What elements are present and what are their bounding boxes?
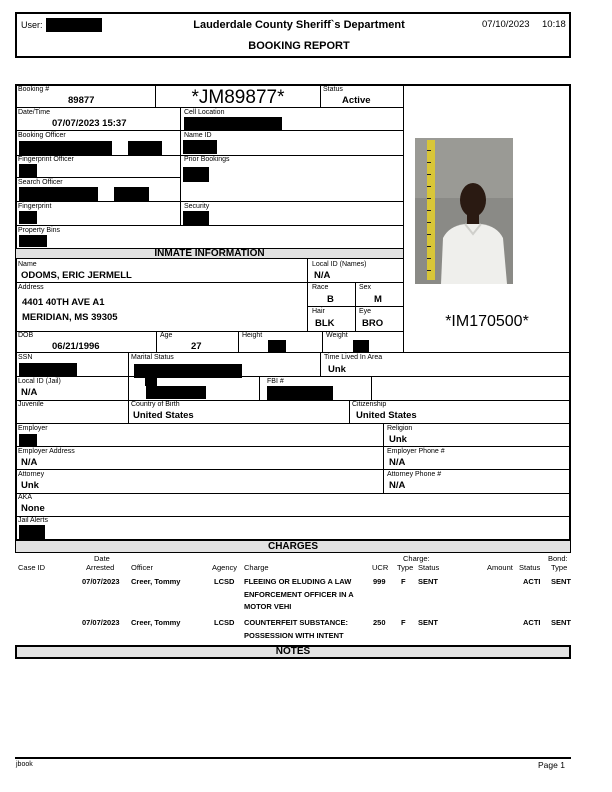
cell-location-redaction — [184, 117, 282, 131]
search-officer-label: Search Officer — [18, 179, 63, 186]
col-bond-top: Bond: — [548, 554, 568, 563]
charge-date: 07/07/2023 — [82, 618, 120, 627]
address-line-1: 4401 40TH AVE A1 — [22, 297, 105, 308]
booking-number-label: Booking # — [18, 86, 50, 93]
booking-officer-label: Booking Officer — [18, 132, 66, 139]
charge-description: COUNTERFEIT SUBSTANCE: POSSESSION WITH INTENT — [244, 618, 349, 640]
attorney-phone: N/A — [389, 480, 406, 491]
country-of-birth: United States — [133, 410, 194, 421]
col-officer: Officer — [131, 563, 153, 572]
attorney: Unk — [21, 480, 39, 491]
agency-name: Lauderdale County Sheriff`s Department — [193, 19, 405, 31]
charge-description: FLEEING OR ELUDING A LAW ENFORCEMENT OFFICER IN A MOTOR VEHI — [244, 577, 354, 611]
fbi-redaction — [267, 386, 333, 401]
charge-agency: LCSD — [214, 577, 235, 586]
fingerprint-label: Fingerprint — [18, 203, 52, 210]
col-date-top: Date — [94, 554, 110, 563]
inmate-information-header: INMATE INFORMATION — [15, 248, 404, 259]
security-redaction — [183, 211, 209, 225]
footer-page-number: Page 1 — [538, 760, 565, 770]
name-id-label: Name ID — [184, 132, 212, 139]
col-charge-status-top: Charge: — [403, 554, 430, 563]
juvenile-label: Juvenile — [18, 401, 44, 408]
jail-alerts-redaction — [19, 525, 45, 539]
charge-date: 07/07/2023 — [82, 577, 120, 586]
aka-label: AKA — [18, 494, 33, 501]
name-id-redaction — [183, 140, 217, 154]
eye-value: BRO — [362, 318, 384, 329]
time-lived-value: Unk — [328, 364, 346, 375]
sex-label: Sex — [359, 284, 372, 291]
country-of-birth-label: Country of Birth — [131, 401, 180, 408]
charge-type: F — [401, 618, 406, 627]
address-line-2: MERIDIAN, MS 39305 — [22, 312, 118, 323]
prior-bookings-label: Prior Bookings — [184, 156, 230, 163]
inmate-name: ODOMS, ERIC JERMELL — [21, 270, 132, 281]
col-bond-type: Type — [551, 563, 568, 572]
col-agency: Agency — [212, 563, 238, 572]
attorney-label: Attorney — [18, 471, 45, 478]
employer-phone-label: Employer Phone # — [387, 448, 445, 455]
employer-address: N/A — [21, 457, 38, 468]
local-id-names-label: Local ID (Names) — [312, 261, 367, 268]
employer-address-label: Employer Address — [18, 448, 75, 455]
status-label: Status — [323, 86, 343, 93]
datetime-label: Date/Time — [18, 109, 51, 116]
ssn-redaction — [19, 363, 77, 377]
marital-status-label: Marital Status — [131, 354, 174, 361]
footer-report-name: jbook — [16, 761, 33, 768]
col-charge: Charge — [244, 563, 269, 572]
local-id-names: N/A — [314, 270, 331, 281]
report-time: 10:18 — [542, 19, 566, 30]
charge-ucr: 250 — [373, 618, 386, 627]
charge-status: SENT — [418, 577, 439, 586]
religion: Unk — [389, 434, 407, 445]
property-bins-label: Property Bins — [18, 227, 61, 234]
dob-label: DOB — [18, 332, 34, 339]
user-label: User: — [21, 20, 43, 30]
search-officer-redaction-1 — [19, 187, 98, 201]
col-type: Type — [397, 563, 414, 572]
employer-label: Employer — [18, 425, 48, 432]
booking-datetime: 07/07/2023 15:37 — [52, 118, 127, 129]
time-lived-label: Time Lived In Area — [324, 354, 383, 361]
jail-id-redaction-2 — [146, 386, 206, 399]
charge-status: SENT — [418, 618, 439, 627]
citizenship: United States — [356, 410, 417, 421]
bond-status: ACTI — [523, 618, 541, 627]
report-date: 07/10/2023 — [482, 19, 530, 30]
col-case-id: Case ID — [18, 563, 46, 572]
jail-id-redaction-1 — [145, 376, 157, 386]
booking-status: Active — [342, 95, 371, 106]
col-ucr: UCR — [372, 563, 389, 572]
fbi-label: FBI # — [267, 378, 284, 385]
charge-officer: Creer, Tommy — [131, 618, 181, 627]
aka: None — [21, 503, 45, 514]
hair-label: Hair — [312, 308, 325, 315]
bond-type: SENT — [551, 618, 572, 627]
cell-location-label: Cell Location — [184, 109, 225, 116]
bond-status: ACTI — [523, 577, 541, 586]
fingerprint-officer-redaction — [19, 164, 37, 177]
charge-agency: LCSD — [214, 618, 235, 627]
sex-value: M — [374, 294, 382, 305]
hair-value: BLK — [315, 318, 335, 329]
security-label: Security — [184, 203, 210, 210]
religion-label: Religion — [387, 425, 413, 432]
weight-label: Weight — [326, 332, 348, 339]
col-date-bottom: Arrested — [86, 563, 115, 572]
age-label: Age — [160, 332, 173, 339]
jail-alerts-label: Jail Alerts — [18, 517, 48, 524]
property-bins-redaction — [19, 235, 47, 247]
height-label: Height — [242, 332, 263, 339]
charges-header: CHARGES — [15, 540, 571, 553]
race-value: B — [327, 294, 334, 305]
citizenship-label: Citizenship — [352, 401, 387, 408]
eye-label: Eye — [359, 308, 372, 315]
age-value: 27 — [191, 341, 202, 352]
address-label: Address — [18, 284, 44, 291]
search-officer-redaction-2 — [114, 187, 149, 201]
prior-bookings-redaction — [183, 167, 209, 182]
fingerprint-officer-label: Fingerprint Officer — [18, 156, 74, 163]
booking-officer-redaction-2 — [128, 141, 162, 155]
local-id-jail: N/A — [21, 387, 38, 398]
inmate-id-caption: *IM170500* — [445, 313, 529, 330]
ssn-label: SSN — [18, 354, 33, 361]
col-charge-status-bottom: Status — [418, 563, 440, 572]
inmate-photo — [415, 138, 513, 284]
notes-header: NOTES — [15, 645, 571, 659]
attorney-phone-label: Attorney Phone # — [387, 471, 442, 478]
fingerprint-redaction — [19, 211, 37, 224]
photo-divider — [403, 84, 404, 352]
charge-type: F — [401, 577, 406, 586]
footer-rule — [15, 757, 571, 759]
name-label: Name — [18, 261, 37, 268]
user-redaction — [46, 18, 102, 32]
booking-number: 89877 — [68, 95, 95, 106]
dob-value: 06/21/1996 — [52, 341, 100, 352]
employer-phone: N/A — [389, 457, 406, 468]
charge-ucr: 999 — [373, 577, 386, 586]
booking-barcode-text: *JM89877* — [191, 87, 285, 108]
booking-officer-redaction-1 — [19, 141, 112, 155]
col-amount: Amount — [487, 563, 513, 572]
report-title: BOOKING REPORT — [248, 40, 350, 52]
col-bond-status: Status — [519, 563, 541, 572]
charge-officer: Creer, Tommy — [131, 577, 181, 586]
local-id-jail-label: Local ID (Jail) — [18, 378, 61, 385]
race-label: Race — [312, 284, 329, 291]
bond-type: SENT — [551, 577, 572, 586]
